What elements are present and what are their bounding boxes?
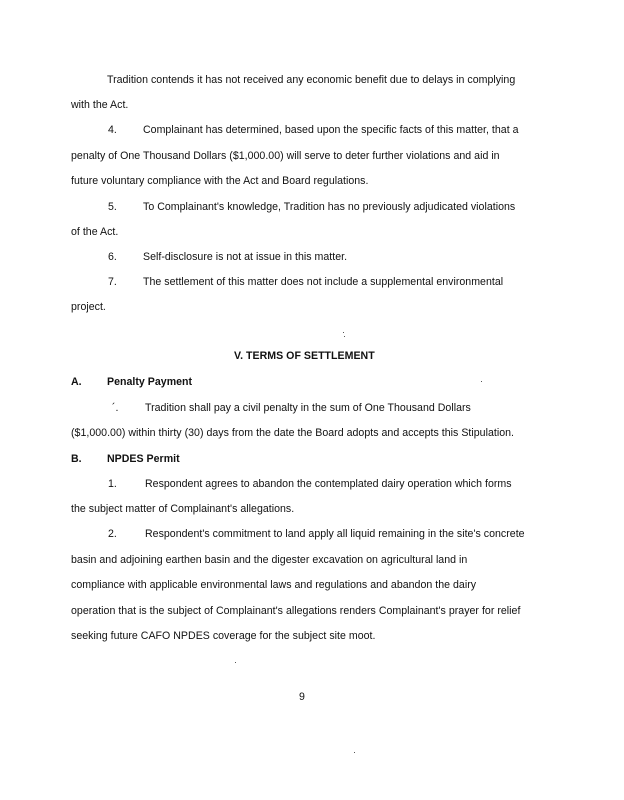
para-5-number: 5.	[108, 201, 117, 213]
sub-a-letter: A.	[71, 376, 82, 388]
para-4-line-1: Complainant has determined, based upon the specific facts of this matter, that a	[143, 124, 519, 136]
scan-speck	[343, 332, 344, 333]
sub-b-item-2-line-1: Respondent's commitment to land apply all liquid remaining in the site's concrete	[145, 528, 525, 540]
para-7-line-1: The settlement of this matter does not include a supplemental environmental	[143, 276, 504, 288]
scan-speck	[235, 662, 236, 663]
para-7-number: 7.	[108, 276, 117, 288]
scan-speck	[344, 336, 345, 337]
para-5-line-1: To Complainant's knowledge, Tradition has no previously adjudicated violations	[143, 201, 516, 213]
sub-b-item-1-line-2: the subject matter of Complainant's allegations.	[71, 503, 295, 515]
scan-speck	[354, 752, 355, 753]
para-6-line-1: Self-disclosure is not at issue in this matter.	[143, 251, 348, 263]
para-4-line-2: penalty of One Thousand Dollars ($1,000.00) will serve to deter further violations and aid in	[71, 150, 500, 162]
scan-speck	[481, 381, 482, 382]
sub-b-item-2-line-5: seeking future CAFO NPDES coverage for the subject site moot.	[71, 630, 376, 642]
sub-b-item-2-line-3: compliance with applicable environmental laws and regulations and abandon the dairy	[71, 579, 477, 591]
sub-b-item-2-line-4: operation that is the subject of Complainant's allegations renders Complainant's prayer for relief	[71, 605, 521, 617]
sub-a-item-1-line-1: Tradition shall pay a civil penalty in the sum of One Thousand Dollars	[145, 402, 471, 414]
sub-b-item-1-line-1: Respondent agrees to abandon the contemplated dairy operation which forms	[145, 478, 512, 490]
para-7-line-2: project.	[71, 301, 106, 313]
section-heading: V. TERMS OF SETTLEMENT	[234, 350, 375, 362]
sub-b-item-2-number: 2.	[108, 528, 117, 540]
sub-b-letter: B.	[71, 453, 82, 465]
para-4-number: 4.	[108, 124, 117, 136]
sub-b-item-2-line-2: basin and adjoining earthen basin and the digester excavation on agricultural land in	[71, 554, 468, 566]
para-5-line-2: of the Act.	[71, 226, 119, 238]
para-6-number: 6.	[108, 251, 117, 263]
para-4-line-3: future voluntary compliance with the Act and Board regulations.	[71, 175, 369, 187]
econ-line-1: Tradition contends it has not received any economic benefit due to delays in complying	[107, 74, 516, 86]
sub-a-item-1-line-2: ($1,000.00) within thirty (30) days from the date the Board adopts and accepts this Stipulation.	[71, 427, 514, 439]
page-number: 9	[299, 691, 305, 703]
sub-a-item-1-number: ´.	[112, 402, 119, 414]
econ-line-2: with the Act.	[71, 99, 129, 111]
sub-b-title: NPDES Permit	[107, 453, 180, 465]
sub-a-title: Penalty Payment	[107, 376, 193, 388]
sub-b-item-1-number: 1.	[108, 478, 117, 490]
